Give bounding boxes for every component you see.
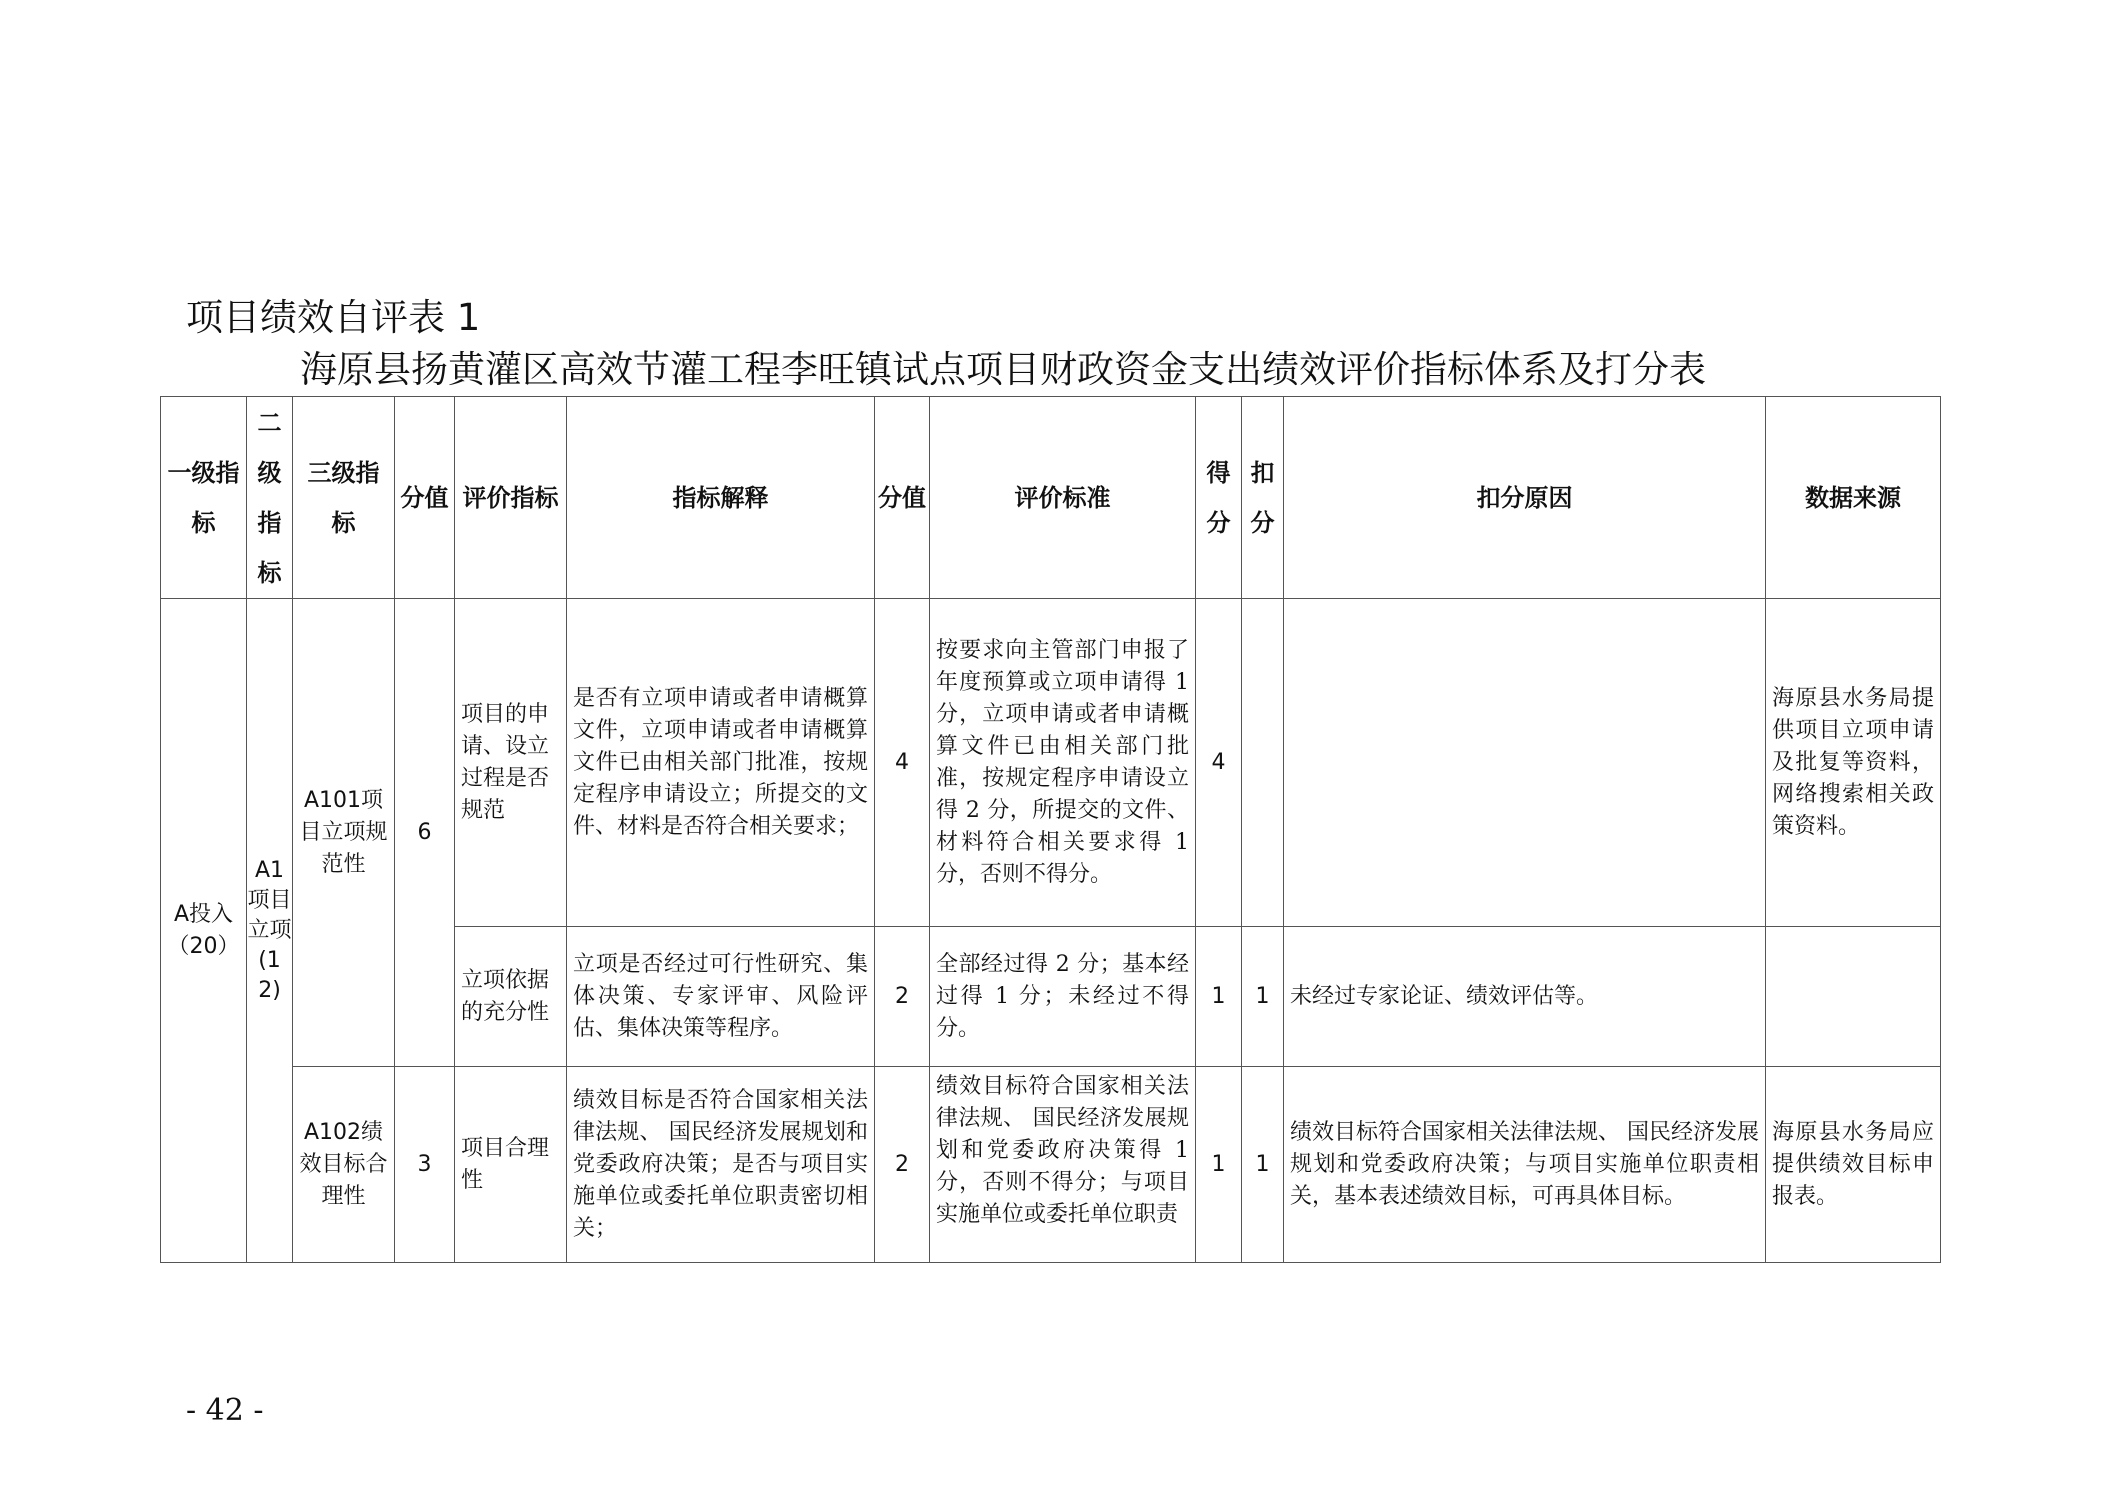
col-header-indicator: 评价指标 — [455, 397, 567, 599]
reason-cell: 绩效目标符合国家相关法律法规、 国民经济发展规划和党委政府决策；与项目实施单位职责相关，基本表述绩效目标，可再具体目标。 — [1284, 1067, 1766, 1263]
level1-cell: A投入（20） — [161, 599, 247, 1263]
score-cell: 6 — [395, 599, 455, 1067]
indicator-cell: 立项依据的充分性 — [455, 927, 567, 1067]
got-cell: 1 — [1196, 927, 1242, 1067]
weight-cell: 2 — [875, 1067, 930, 1263]
col-header-explanation: 指标解释 — [567, 397, 875, 599]
source-cell: 海原县水务局提供项目立项申请及批复等资料，网络搜索相关政策资料。 — [1766, 599, 1941, 927]
source-cell — [1766, 927, 1941, 1067]
col-header-score: 分值 — [395, 397, 455, 599]
criteria-cell: 绩效目标符合国家相关法律法规、 国民经济发展规划和党委政府决策得 1 分，否则不得分；与项目实施单位或委托单位职责 — [930, 1067, 1196, 1263]
document-title: 海原县扬黄灌区高效节灌工程李旺镇试点项目财政资金支出绩效评价指标体系及打分表 — [300, 348, 1706, 391]
col-header-level3: 三级指标 — [293, 397, 395, 599]
level2-cell: A1项目立项(12) — [247, 599, 293, 1263]
col-header-criteria: 评价标准 — [930, 397, 1196, 599]
explanation-cell: 立项是否经过可行性研究、集体决策、专家评审、风险评估、集体决策等程序。 — [567, 927, 875, 1067]
col-header-weight: 分值 — [875, 397, 930, 599]
col-header-level1: 一级指标 — [161, 397, 247, 599]
source-cell: 海原县水务局应提供绩效目标申报表。 — [1766, 1067, 1941, 1263]
got-cell: 4 — [1196, 599, 1242, 927]
got-cell: 1 — [1196, 1067, 1242, 1263]
col-header-deduct: 扣分 — [1242, 397, 1284, 599]
weight-cell: 4 — [875, 599, 930, 927]
col-header-level2: 二级指标 — [247, 397, 293, 599]
page-number: - 42 - — [186, 1393, 264, 1428]
explanation-cell: 是否有立项申请或者申请概算文件，立项申请或者申请概算文件已由相关部门批准，按规定程序申请设立；所提交的文件、材料是否符合相关要求； — [567, 599, 875, 927]
col-header-source: 数据来源 — [1766, 397, 1941, 599]
evaluation-score-table — [160, 396, 1941, 1263]
col-header-got: 得分 — [1196, 397, 1242, 599]
criteria-cell: 按要求向主管部门申报了年度预算或立项申请得 1 分，立项申请或者申请概算文件已由相关部门批准，按规定程序申请设立得 2 分，所提交的文件、材料符合相关要求得 1 分，否则不得分。 — [930, 599, 1196, 927]
deduct-cell: 1 — [1242, 1067, 1284, 1263]
indicator-cell: 项目合理性 — [455, 1067, 567, 1263]
weight-cell: 2 — [875, 927, 930, 1067]
indicator-cell: 项目的申请、设立过程是否规范 — [455, 599, 567, 927]
criteria-cell: 全部经过得 2 分；基本经过得 1 分；未经过不得分。 — [930, 927, 1196, 1067]
reason-cell: 未经过专家论证、绩效评估等。 — [1284, 927, 1766, 1067]
reason-cell — [1284, 599, 1766, 927]
deduct-cell: 1 — [1242, 927, 1284, 1067]
explanation-cell: 绩效目标是否符合国家相关法律法规、 国民经济发展规划和党委政府决策；是否与项目实施单位或委托单位职责密切相关； — [567, 1067, 875, 1263]
table-row — [161, 1067, 1941, 1263]
level3-cell: A101项目立项规范性 — [293, 599, 395, 1067]
deduct-cell — [1242, 599, 1284, 927]
score-cell: 3 — [395, 1067, 455, 1263]
table-row — [161, 599, 1941, 927]
form-label: 项目绩效自评表 1 — [186, 296, 481, 339]
level3-cell: A102绩效目标合理性 — [293, 1067, 395, 1263]
table-header-row — [161, 397, 1941, 599]
col-header-reason: 扣分原因 — [1284, 397, 1766, 599]
